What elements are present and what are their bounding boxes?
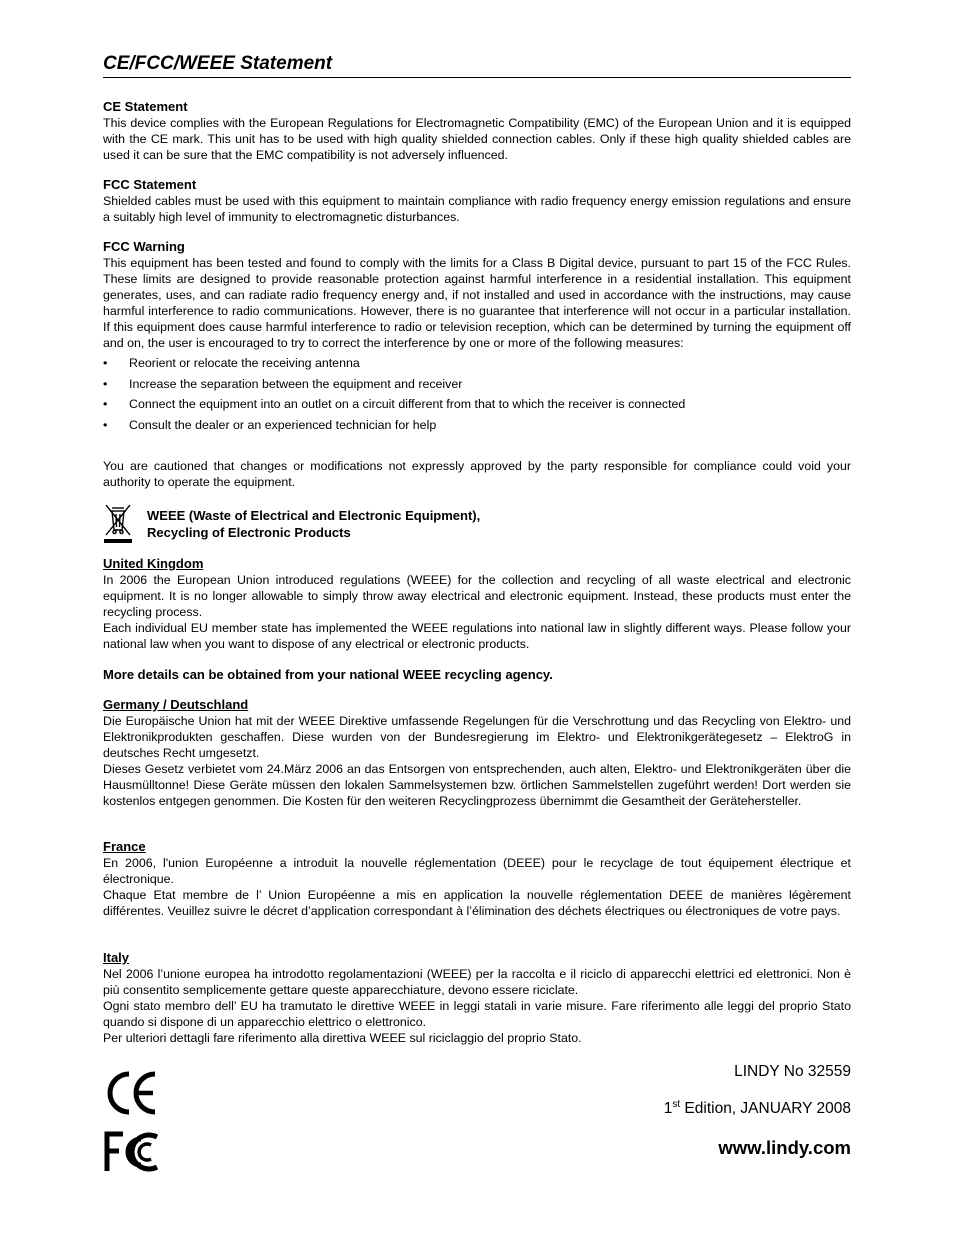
uk-section bbox=[103, 556, 851, 652]
weee-header bbox=[103, 502, 851, 546]
italy-paragraph-1: Nel 2006 l’unione europea ha introdotto regolamentazioni (WEEE) per la raccolta e il riciclo di apparecchi elettrici ed elettronici. Non è più consentito semplicemente gettare queste apparecchiature, devono essere riciclate. bbox=[103, 967, 851, 997]
edition-ordinal: st bbox=[672, 1099, 681, 1110]
fcc-warning-text: This equipment has been tested and found to comply with the limits for a Class B Digital device, pursuant to part 15 of the FCC Rules. These limits are designed to provide reasonable protection against harmful interference in a residential installation. This equipment generates, uses, and can radiate radio frequency energy and, if not installed and used in accordance with the instructions, may cause harmful interference to radio communications. However, there is no guarantee that interference will not occur in a particular installation. If this equipment does cause harmful interference to radio or television reception, which can be determined by turning the equipment off and on, the user is encouraged to try to correct the interference by one or more of the following measures: bbox=[103, 256, 851, 350]
ce-section bbox=[103, 99, 851, 163]
more-details-section bbox=[103, 667, 851, 683]
fcc-statement-heading: FCC Statement bbox=[103, 177, 197, 192]
fcc-statement-section bbox=[103, 177, 851, 225]
germany-paragraph-1: Die Europäische Union hat mit der WEEE Direktive umfassende Regelungen für die Verschrottung und das Recycling von Elektro- und Elektronikprodukten geschaffen. Diese wurden von der Bundesregierung im Elektro- und Elektronikgerätegesetz – ElektroG in deutsches Recht umgesetzt. bbox=[103, 714, 851, 760]
list-item: • Reorient or relocate the receiving antenna bbox=[103, 355, 851, 371]
website-link[interactable]: www.lindy.com bbox=[718, 1137, 851, 1158]
list-item: • Increase the separation between the equipment and receiver bbox=[103, 376, 851, 392]
italy-section bbox=[103, 950, 851, 1046]
fcc-caution-text: You are cautioned that changes or modifications not expressly approved by the party responsible for compliance could void your authority to operate the equipment. bbox=[103, 459, 851, 489]
france-section bbox=[103, 839, 851, 919]
edition-text: Edition, JANUARY 2008 bbox=[680, 1100, 851, 1118]
fcc-measures-list bbox=[103, 355, 851, 433]
germany-paragraph-2: Dieses Gesetz verbietet vom 24.März 2006 an das Entsorgen von entsprechenden, auch alten, Elektro- und Elektronikgeräten über die Hausmülltonne! Diese Geräte müssen den lokalen Sammelsystemen bzw. örtlichen Sammelstellen zugeführt werden! Dort werden sie kostenlos entgegen genommen. Die Kosten für den weiteren Recyclingprozess übernimmt die Gesamtheit der Gerätehersteller. bbox=[103, 762, 851, 808]
fcc-logo-icon bbox=[103, 1131, 161, 1173]
uk-paragraph-2: Each individual EU member state has implemented the WEEE regulations into national law in slightly different ways. Please follow your national law when you want to dispose of any electrical or electronic products. bbox=[103, 621, 851, 651]
uk-paragraph-1: In 2006 the European Union introduced regulations (WEEE) for the collection and recycling of all waste electrical and electronic equipment. It is no longer allowable to simply throw away electrical and electronic equipment. Instead, these products must enter the recycling process. bbox=[103, 573, 851, 619]
france-paragraph-2: Chaque Etat membre de l’ Union Européenne a mis en application la nouvelle réglementation DEEE de manières légèrement différentes. Veuillez suivre le décret d’application correspondant à l’élimination des déchets électriques ou électroniques de votre pays. bbox=[103, 888, 851, 918]
list-item: • Consult the dealer or an experienced technician for help bbox=[103, 417, 851, 433]
fcc-caution-section bbox=[103, 458, 851, 490]
list-item: • Connect the equipment into an outlet on a circuit different from that to which the receiver is connected bbox=[103, 396, 851, 412]
product-number: LINDY No 32559 bbox=[734, 1063, 851, 1080]
france-heading: France bbox=[103, 839, 146, 854]
ce-text: This device complies with the European Regulations for Electromagnetic Compatibility (EMC) of the European Union and it is equipped with the CE mark. This unit has to be used with high quality shielded connection cables. Only if these high quality shielded cables are used it can be sure that the EMC compatibility is not adversely influenced. bbox=[103, 116, 851, 162]
france-paragraph-1: En 2006, l'union Européenne a introduit la nouvelle réglementation (DEEE) pour le recyclage de tout équipement électrique et électronique. bbox=[103, 856, 851, 886]
page-title: CE/FCC/WEEE Statement bbox=[103, 52, 851, 78]
more-details-text: More details can be obtained from your national WEEE recycling agency. bbox=[103, 667, 553, 682]
weee-title-line2: Recycling of Electronic Products bbox=[147, 525, 351, 540]
fcc-warning-heading: FCC Warning bbox=[103, 239, 185, 254]
germany-section bbox=[103, 697, 851, 809]
italy-paragraph-2: Ogni stato membro dell’ EU ha tramutato le direttive WEEE in leggi statali in varie misure. Fare riferimento alle leggi del proprio Stato quando si dispone di un apparecchio elettrico o elettronico. bbox=[103, 999, 851, 1029]
crossed-bin-icon bbox=[103, 502, 133, 544]
germany-heading: Germany / Deutschland bbox=[103, 697, 249, 712]
weee-title-line1: WEEE (Waste of Electrical and Electronic Equipment), bbox=[147, 508, 481, 523]
certification-logos bbox=[103, 1068, 163, 1178]
uk-heading: United Kingdom bbox=[103, 556, 204, 571]
ce-heading: CE Statement bbox=[103, 99, 188, 114]
edition-info bbox=[664, 1099, 851, 1118]
weee-title bbox=[147, 507, 480, 541]
ce-mark-icon bbox=[103, 1068, 159, 1118]
fcc-warning-section bbox=[103, 239, 851, 437]
italy-paragraph-3: Per ulteriori dettagli fare riferimento alla direttiva WEEE sul riciclaggio del proprio Stato. bbox=[103, 1031, 582, 1045]
edition-number: 1 bbox=[663, 1100, 673, 1118]
italy-heading: Italy bbox=[103, 950, 130, 965]
fcc-statement-text: Shielded cables must be used with this equipment to maintain compliance with radio frequency energy emission regulations and ensure a suitably high level of immunity to electromagnetic disturbances. bbox=[103, 194, 851, 224]
